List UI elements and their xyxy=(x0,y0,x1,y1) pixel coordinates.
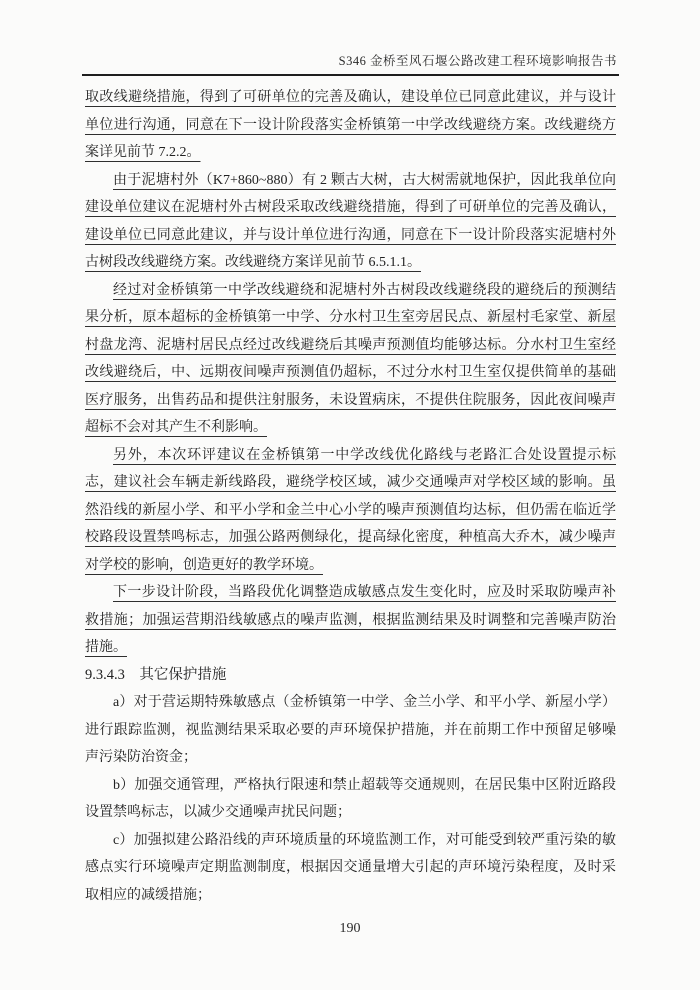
header-rule xyxy=(82,74,619,76)
paragraph: a）对于营运期特殊敏感点（金桥镇第一中学、金兰小学、和平小学、新屋小学）进行跟踪监测，视监测结果采取必要的声环境保护措施，并在前期工作中预留足够噪声污染防治资金； xyxy=(85,695,616,765)
page-number: 190 xyxy=(339,921,361,936)
paragraph: 经过对金桥镇第一中学改线避绕和泥塘村外古树段改线避绕段的避绕后的预测结果分析，原本超标的金桥镇第一中学、分水村卫生室旁居民点、新屋村毛家堂、新屋村盘龙湾、泥塘村居民点经过改线避绕后其噪声预测值均能够达标。分水村卫生室经改线避绕后，中、远期夜间噪声预测值仍超标，不过分水村卫生室仅提供简单的基础医疗服务，出售药品和提供注射服务，未设置病床，不提供住院服务，因此夜间噪声超标不会对其产生不利影响。 xyxy=(85,282,616,435)
paragraph: 下一步设计阶段，当路段优化调整造成敏感点发生变化时，应及时采取防噪声补救措施；加强运营期沿线敏感点的噪声监测，根据监测结果及时调整和完善噪声防治措施。 xyxy=(85,585,616,655)
paragraph: b）加强交通管理，严格执行限速和禁止超载等交通规则，在居民集中区附近路段设置禁鸣标志，以减少交通噪声扰民问题； xyxy=(85,777,616,820)
document-body xyxy=(85,84,616,909)
paragraph: 取改线避绕措施，得到了可研单位的完善及确认，建设单位已同意此建议，并与设计单位进行沟通，同意在下一设计阶段落实金桥镇第一中学改线避绕方案。改线避绕方案详见前节 7.2.2。 xyxy=(85,90,616,160)
section-heading: 9.3.4.3 其它保护措施 xyxy=(85,666,227,683)
paragraph: 由于泥塘村外（K7+860~880）有 2 颗古大树，古大树需就地保护，因此我单位向建设单位建议在泥塘村外古树段采取改线避绕措施，得到了可研单位的完善及确认，建设单位已同意此建议，并与设计单位进行沟通，同意在下一设计阶段落实泥塘村外古树段改线避绕方案。改线避绕方案详见前节 6.5.1.1。 xyxy=(85,172,616,270)
paragraph: 另外，本次环评建议在金桥镇第一中学改线优化路线与老路汇合处设置提示标志，建议社会车辆走新线路段，避绕学校区域，减少交通噪声对学校区域的影响。虽然沿线的新屋小学、和平小学和金兰中心小学的噪声预测值均达标，但仍需在临近学校路段设置禁鸣标志，加强公路两侧绿化，提高绿化密度，种植高大乔木，减少噪声对学校的影响，创造更好的教学环境。 xyxy=(85,447,616,573)
paragraph: c）加强拟建公路沿线的声环境质量的环境监测工作，对可能受到较严重污染的敏感点实行环境噪声定期监测制度，根据因交通量增大引起的声环境污染程度，及时采取相应的减缓措施； xyxy=(85,832,616,903)
running-header-title: S346 金桥至风石堰公路改建工程环境影响报告书 xyxy=(338,54,617,68)
